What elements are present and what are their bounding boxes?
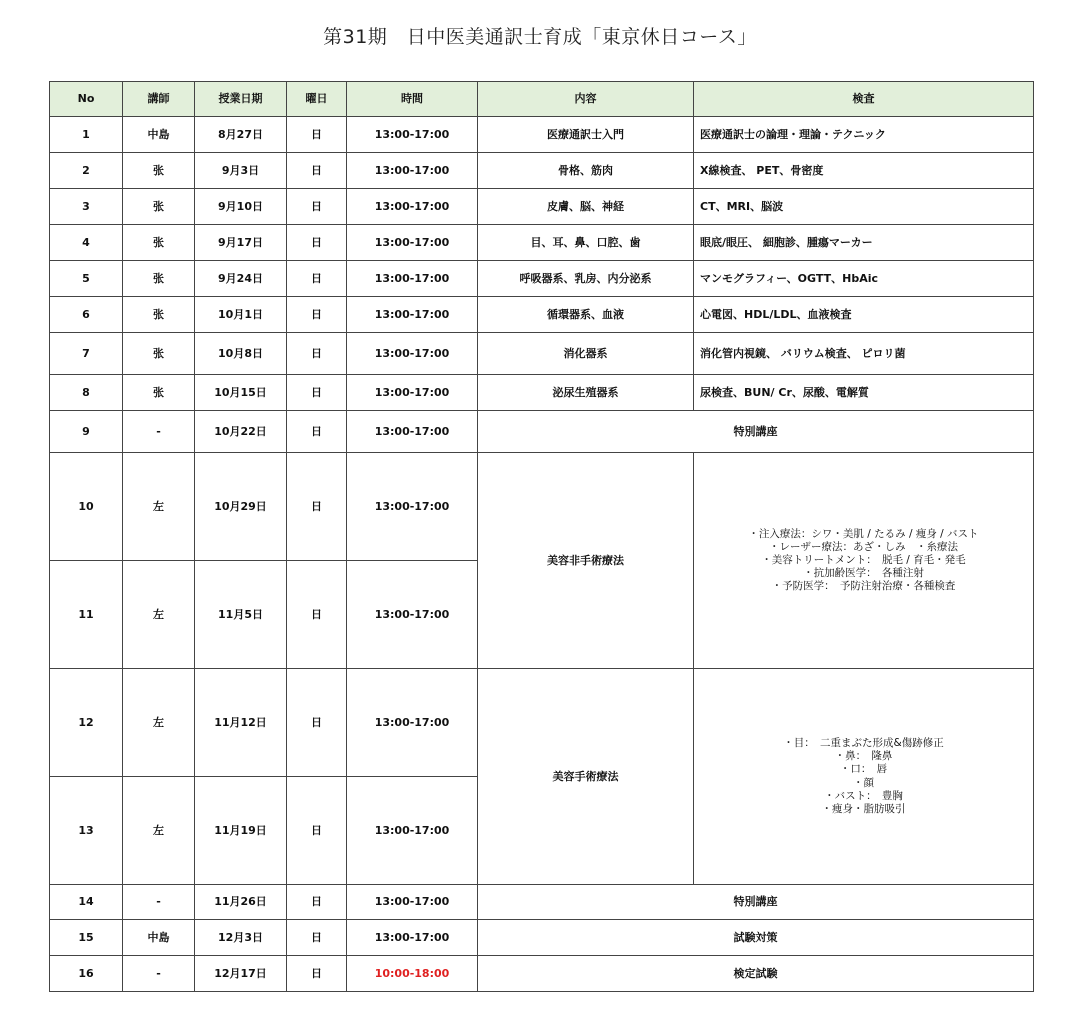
cell-time: 13:00-17:00 — [347, 885, 478, 920]
cell-weekday: 日 — [287, 561, 347, 669]
cell-date: 11月5日 — [195, 561, 287, 669]
cell-exam: X線検査、 PET、骨密度 — [694, 153, 1034, 189]
cell-exam-nonsurgical — [694, 453, 1034, 669]
header-no: No — [50, 82, 123, 117]
exam-line: ・顔 — [853, 776, 874, 789]
cell-date: 9月17日 — [195, 225, 287, 261]
cell-teacher: 中島 — [123, 920, 195, 956]
table-row — [50, 920, 1034, 956]
cell-date: 11月26日 — [195, 885, 287, 920]
cell-weekday: 日 — [287, 117, 347, 153]
cell-date: 12月3日 — [195, 920, 287, 956]
cell-date: 12月17日 — [195, 956, 287, 992]
cell-time: 13:00-17:00 — [347, 453, 478, 561]
cell-weekday: 日 — [287, 333, 347, 375]
cell-content: 消化器系 — [478, 333, 694, 375]
cell-weekday: 日 — [287, 225, 347, 261]
cell-special-lecture: 特別講座 — [478, 411, 1034, 453]
exam-line: ・予防医学： 予防注射治療・各種検査 — [771, 580, 956, 593]
table-header-row — [50, 82, 1034, 117]
cell-no: 6 — [50, 297, 123, 333]
table-row — [50, 453, 1034, 561]
cell-teacher: 张 — [123, 333, 195, 375]
cell-no: 9 — [50, 411, 123, 453]
header-date: 授業日期 — [195, 82, 287, 117]
cell-date: 10月15日 — [195, 375, 287, 411]
table-row — [50, 261, 1034, 297]
cell-teacher: 张 — [123, 297, 195, 333]
cell-teacher: 中島 — [123, 117, 195, 153]
cell-date: 10月1日 — [195, 297, 287, 333]
cell-teacher: 张 — [123, 375, 195, 411]
exam-line: ・注入療法：シワ・美肌 / たるみ / 痩身 / バスト — [748, 527, 979, 540]
exam-line: ・レーザー療法：あざ・しみ ・糸療法 — [769, 540, 958, 553]
table-row — [50, 333, 1034, 375]
cell-teacher: 左 — [123, 669, 195, 777]
cell-date: 9月24日 — [195, 261, 287, 297]
cell-content: 皮膚、脳、神経 — [478, 189, 694, 225]
cell-teacher: - — [123, 885, 195, 920]
exam-line: ・痩身・脂肪吸引 — [821, 802, 906, 815]
cell-teacher: 左 — [123, 777, 195, 885]
header-exam: 検査 — [694, 82, 1034, 117]
cell-weekday: 日 — [287, 153, 347, 189]
cell-content: 泌尿生殖器系 — [478, 375, 694, 411]
cell-time-highlight: 10:00-18:00 — [347, 956, 478, 992]
table-row — [50, 885, 1034, 920]
cell-exam: マンモグラフィー、OGTT、HbAic — [694, 261, 1034, 297]
cell-weekday: 日 — [287, 777, 347, 885]
cell-time: 13:00-17:00 — [347, 117, 478, 153]
cell-exam: 眼底/眼圧、 細胞診、腫瘍マーカー — [694, 225, 1034, 261]
cell-weekday: 日 — [287, 885, 347, 920]
exam-line: ・鼻： 隆鼻 — [834, 750, 893, 763]
cell-time: 13:00-17:00 — [347, 920, 478, 956]
cell-teacher: 左 — [123, 561, 195, 669]
cell-date: 9月10日 — [195, 189, 287, 225]
cell-time: 13:00-17:00 — [347, 297, 478, 333]
schedule-table — [49, 81, 1034, 992]
cell-special-lecture: 特別講座 — [478, 885, 1034, 920]
exam-line: ・美容トリートメント： 脱毛 / 育毛・発毛 — [761, 553, 966, 566]
cell-weekday: 日 — [287, 669, 347, 777]
cell-no: 13 — [50, 777, 123, 885]
table-row — [50, 225, 1034, 261]
header-content: 内容 — [478, 82, 694, 117]
cell-weekday: 日 — [287, 956, 347, 992]
cell-exam: 尿検査、BUN/ Cr、尿酸、電解質 — [694, 375, 1034, 411]
cell-no: 5 — [50, 261, 123, 297]
cell-weekday: 日 — [287, 920, 347, 956]
cell-date: 10月22日 — [195, 411, 287, 453]
table-row — [50, 297, 1034, 333]
cell-exam-prep: 試験対策 — [478, 920, 1034, 956]
header-time: 時間 — [347, 82, 478, 117]
table-row — [50, 411, 1034, 453]
cell-date: 10月8日 — [195, 333, 287, 375]
table-row — [50, 153, 1034, 189]
cell-time: 13:00-17:00 — [347, 411, 478, 453]
cell-time: 13:00-17:00 — [347, 153, 478, 189]
cell-no: 10 — [50, 453, 123, 561]
cell-content: 循環器系、血液 — [478, 297, 694, 333]
cell-exam: 医療通訳士の論理・理論・テクニック — [694, 117, 1034, 153]
cell-exam: 消化管内視鏡、 バリウム検査、 ピロリ菌 — [694, 333, 1034, 375]
cell-no: 1 — [50, 117, 123, 153]
exam-line: ・バスト： 豊胸 — [824, 789, 903, 802]
cell-weekday: 日 — [287, 189, 347, 225]
cell-no: 2 — [50, 153, 123, 189]
table-row — [50, 956, 1034, 992]
page-title: 第31期 日中医美通訳士育成「東京休日コース」 — [323, 26, 757, 48]
cell-exam: CT、MRI、脳波 — [694, 189, 1034, 225]
cell-no: 7 — [50, 333, 123, 375]
table-row — [50, 189, 1034, 225]
cell-date: 11月19日 — [195, 777, 287, 885]
exam-line: ・口： 唇 — [839, 763, 888, 776]
cell-time: 13:00-17:00 — [347, 225, 478, 261]
cell-weekday: 日 — [287, 261, 347, 297]
cell-no: 12 — [50, 669, 123, 777]
exam-line: ・抗加齢医学： 各種注射 — [803, 567, 924, 580]
cell-weekday: 日 — [287, 453, 347, 561]
cell-no: 4 — [50, 225, 123, 261]
cell-no: 3 — [50, 189, 123, 225]
cell-certification-exam: 検定試験 — [478, 956, 1034, 992]
cell-no: 16 — [50, 956, 123, 992]
cell-time: 13:00-17:00 — [347, 561, 478, 669]
cell-teacher: 张 — [123, 225, 195, 261]
cell-teacher: 张 — [123, 153, 195, 189]
cell-content: 骨格、筋肉 — [478, 153, 694, 189]
cell-teacher: 张 — [123, 261, 195, 297]
cell-time: 13:00-17:00 — [347, 669, 478, 777]
cell-weekday: 日 — [287, 411, 347, 453]
cell-teacher: 张 — [123, 189, 195, 225]
cell-teacher: 左 — [123, 453, 195, 561]
cell-date: 9月3日 — [195, 153, 287, 189]
cell-weekday: 日 — [287, 375, 347, 411]
cell-time: 13:00-17:00 — [347, 261, 478, 297]
header-weekday: 曜日 — [287, 82, 347, 117]
table-row — [50, 117, 1034, 153]
cell-date: 11月12日 — [195, 669, 287, 777]
cell-content: 呼吸器系、乳房、内分泌系 — [478, 261, 694, 297]
cell-content-surgical: 美容手術療法 — [478, 669, 694, 885]
header-teacher: 講師 — [123, 82, 195, 117]
cell-exam-surgical — [694, 669, 1034, 885]
cell-no: 11 — [50, 561, 123, 669]
cell-time: 13:00-17:00 — [347, 777, 478, 885]
table-row — [50, 669, 1034, 777]
cell-time: 13:00-17:00 — [347, 189, 478, 225]
cell-content: 目、耳、鼻、口腔、歯 — [478, 225, 694, 261]
cell-date: 10月29日 — [195, 453, 287, 561]
cell-weekday: 日 — [287, 297, 347, 333]
cell-no: 15 — [50, 920, 123, 956]
cell-content: 医療通訳士入門 — [478, 117, 694, 153]
cell-time: 13:00-17:00 — [347, 333, 478, 375]
cell-date: 8月27日 — [195, 117, 287, 153]
cell-no: 8 — [50, 375, 123, 411]
cell-no: 14 — [50, 885, 123, 920]
exam-line: ・目： 二重まぶた形成&傷跡修正 — [783, 737, 944, 750]
cell-content-nonsurgical: 美容非手術療法 — [478, 453, 694, 669]
cell-exam: 心電図、HDL/LDL、血液検査 — [694, 297, 1034, 333]
table-row — [50, 375, 1034, 411]
cell-teacher: - — [123, 411, 195, 453]
cell-time: 13:00-17:00 — [347, 375, 478, 411]
cell-teacher: - — [123, 956, 195, 992]
